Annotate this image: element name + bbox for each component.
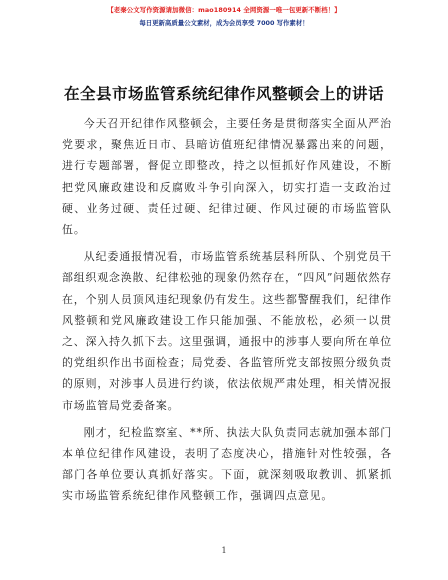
promo-banner-line1: 【老秦公文写作资源请加微信：mao180914 全网资源一唯一包更新不断档！】	[107, 6, 341, 14]
body-paragraph-1: 今天召开纪律作风整顿会，主要任务是贯彻落实全面从严治党要求，聚焦近日市、县暗访值班纪律情况暴露出来的问题，进行专题部署，督促立即整改，持之以恒抓好作风建设，不断把党风廉政建设和反腐败斗争引向深入，切实打造一支政治过硬、业务过硬、责任过硬、纪律过硬、作风过硬的市场监管队伍。	[62, 117, 392, 237]
document-title: 在全县市场监管系统纪律作风整顿会上的讲话	[63, 85, 384, 103]
body-paragraph-2: 从纪委通报情况看，市场监管系统基层科所队、个别党员干部组织观念涣散、纪律松弛的现象仍然存在，“四风”问题依然存在，个别人员顶风违纪现象仍有发生。这些都警醒我们，纪律作风整顿和党风廉政建设工作只能加强、不能放松，必须一以贯之、深入持久抓下去。这里强调，通报中的涉事人要向所在单位的党组织作出书面检查；局党委、各监管所党支部按照分级负责的原则，对涉事人员进行约谈，依法依规严肃处理，相关情况报市场监管局党委备案。	[62, 250, 392, 412]
promo-banner-line2: 每日更新高质量公文素材，成为会员享受 7000 写作素材！	[139, 19, 309, 27]
page-number: 1	[221, 546, 227, 555]
document-body	[62, 113, 392, 513]
promo-banner	[0, 5, 448, 29]
body-paragraph-3: 刚才，纪检监察室、**所、执法大队负责同志就加强本部门本单位纪律作风建设，表明了态度决心，措施针对性较强，各部门各单位要认真抓好落实。下面，就深刻吸取教训、抓紧抓实市场监管系统纪律作风整顿工作，强调四点意见。	[62, 425, 392, 503]
